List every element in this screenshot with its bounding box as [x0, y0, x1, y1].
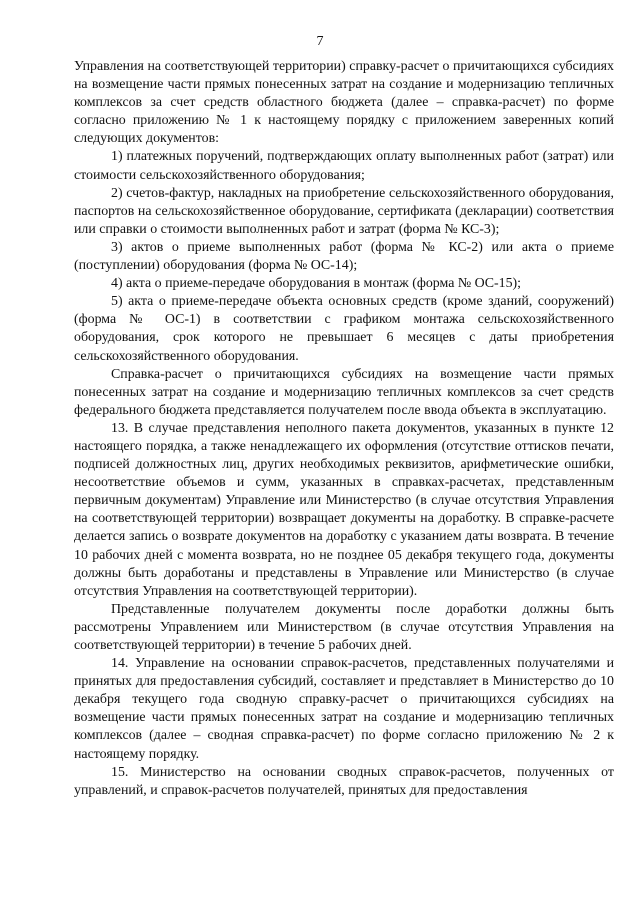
list-item-4: 4) акта о приеме-передаче оборудования в монтаж (форма № ОС-15); — [111, 276, 522, 292]
document-body — [74, 58, 614, 800]
clause-15: 15. Министерство на основании сводных справок-расчетов, полученных от управлений, и справок-расчетов получателей, принятых для предоставления — [74, 764, 614, 798]
clause-14: 14. Управление на основании справок-расчетов, представленных получателями и принятых для предоставления субсидий, составляет и представляет в Министерство до 10 декабря текущего года сводную справку-расчет о причитающихся субсидиях на возмещение части прямых понесенных затрат на создание и модернизацию тепличных комплексов (далее – сводная справка-расчет) по форме согласно приложению № 2 к настоящему порядку. — [74, 656, 614, 762]
list-item-5: 5) акта о приеме-передаче объекта основных средств (кроме зданий, сооружений) (форма № ОС-1) в соответствии с графиком монтажа сельскохозяйственного оборудования, срок которого не превышает 6 месяцев с даты приобретения сельскохозяйственного оборудования. — [74, 294, 614, 364]
list-item-1: 1) платежных поручений, подтверждающих оплату выполненных работ (затрат) или стоимости сельскохозяйственного оборудования; — [74, 149, 614, 183]
paragraph-federal-budget: Справка-расчет о причитающихся субсидиях на возмещение части прямых понесенных затрат на создание и модернизацию тепличных комплексов за счет средств федерального бюджета представляется получателем после ввода объекта в эксплуатацию. — [74, 366, 614, 418]
paragraph-review-period: Представленные получателем документы после доработки должны быть рассмотрены Управлением или Министерством (в случае отсутствия Управления на соответствующей территории) в течение 5 рабочих дней. — [74, 601, 614, 653]
page-number: 7 — [316, 34, 324, 49]
paragraph-continuation: Управления на соответствующей территории) справку-расчет о причитающихся субсидиях на возмещение части прямых понесенных затрат на создание и модернизацию тепличных комплексов за счет средств областного бюджета (далее – справка-расчет) по форме согласно приложению № 1 к настоящему порядку с приложением заверенных копий следующих документов: — [74, 59, 614, 147]
clause-13: 13. В случае представления неполного пакета документов, указанных в пункте 12 настоящего порядка, а также ненадлежащего их оформления (отсутствие оттисков печати, подписей должностных лиц, других необходимых реквизитов, арифметические ошибки, несоответствие объемов и сумм, указанных в справках-расчетах, представленным первичным документам) Управление или Министерство (в случае отсутствия Управления на соответствующей территории) возвращает документы на доработку. В справке-расчете делается запись о возврате документов на доработку с указанием даты возврата. В течение 10 рабочих дней с момента возврата, но не позднее 05 декабря текущего года, документы должны быть доработаны и представлены в Управление или Министерство (в случае отсутствия Управления на соответствующей территории). — [74, 420, 614, 599]
list-item-3: 3) актов о приеме выполненных работ (форма № КС-2) или акта о приеме (поступлении) оборудования (форма № ОС-14); — [74, 239, 614, 274]
list-item-2: 2) счетов-фактур, накладных на приобретение сельскохозяйственного оборудования, паспортов на сельскохозяйственное оборудование, сертификата (декларации) соответствия или справки о стоимости выполненных работ и затрат (форма № КС-3); — [74, 185, 614, 237]
